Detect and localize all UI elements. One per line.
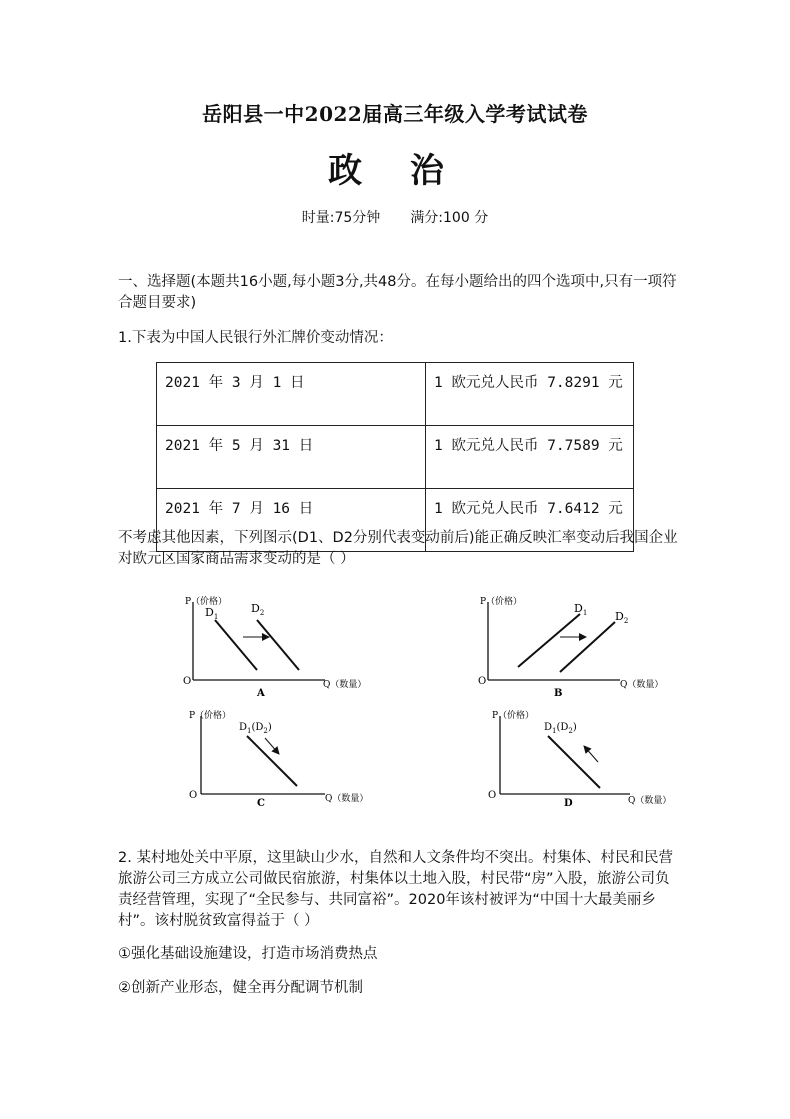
x-axis-label: Q（数量）: [325, 794, 369, 804]
q2-option-1: ①强化基础设施建设，打造市场消费热点: [118, 946, 378, 962]
graph-b: [470, 592, 685, 702]
q1-stem: 1.下表为中国人民银行外汇牌价变动情况：: [118, 330, 393, 346]
graph-d: [480, 706, 695, 816]
origin-label: O: [183, 676, 192, 687]
movement-arrow: [265, 738, 279, 754]
curve-label: $D_1(D_2)$: [239, 722, 272, 735]
demand-curve-d2: [257, 620, 299, 670]
demand-curve: [548, 736, 600, 788]
graph-a: [175, 592, 390, 702]
full-score: 满分:100 分: [410, 210, 489, 226]
exam-title: 岳阳县一中2022届高三年级入学考试试卷: [202, 102, 588, 126]
option-letter-b: B: [554, 688, 563, 699]
y-axis-label: P（价格）: [480, 597, 523, 607]
option-letter-a: A: [257, 688, 265, 699]
y-axis-label: P（价格）: [185, 597, 228, 607]
option-letter-c: C: [257, 798, 265, 809]
q1-question: 不考虑其他因素，下列图示(D1、D2分别代表变动前后)能正确反映汇率变动后我国企业对欧元区国家商品需求变动的是（ ）: [118, 530, 678, 567]
demand-curve-d1: [518, 614, 580, 667]
table-cell: 1 欧元兑人民币 7.7589 元: [426, 426, 634, 489]
table-cell: 1 欧元兑人民币 7.6412 元: [426, 489, 634, 552]
d1-label: $D_1$: [205, 606, 219, 621]
d2-label: $D_2$: [615, 610, 629, 625]
x-axis-label: Q（数量）: [628, 796, 672, 806]
subject-title: 政 治: [328, 151, 462, 191]
demand-curve-d2: [560, 622, 615, 672]
table-cell: 2021 年 3 月 1 日: [157, 363, 426, 426]
movement-arrow: [584, 746, 598, 762]
table-cell: 2021 年 7 月 16 日: [157, 489, 426, 552]
curve-label: $D_1(D_2)$: [544, 722, 577, 735]
y-axis-label: P（价格）: [189, 711, 232, 721]
origin-label: O: [488, 790, 497, 801]
q2-stem: 2. 某村地处关中平原，这里缺山少水，自然和人文条件均不突出。村集体、村民和民营旅游公司三方成立公司做民宿旅游，村集体以土地入股，村民带“房”入股，旅游公司负责经营管理，实现了“全民参与、共同富裕”。2020年该村被评为“中国十大最美丽乡村”。该村脱贫致富得益于（ ）: [118, 850, 673, 929]
table-cell: 2021 年 5 月 31 日: [157, 426, 426, 489]
d2-label: $D_2$: [251, 602, 265, 617]
origin-label: O: [478, 676, 487, 687]
exam-meta: [0, 207, 790, 227]
demand-curve-d1: [215, 620, 257, 670]
y-axis-label: P（价格）: [492, 711, 535, 721]
table-cell: 1 欧元兑人民币 7.8291 元: [426, 363, 634, 426]
demand-curve: [247, 736, 297, 786]
q2-option-2: ②创新产业形态，健全再分配调节机制: [118, 980, 363, 996]
table-row: [157, 426, 634, 489]
section-intro: 一、选择题(本题共16小题,每小题3分,共48分。在每小题给出的四个选项中,只有一项符合题目要求): [118, 274, 677, 311]
x-axis-label: Q（数量）: [620, 680, 664, 690]
option-letter-d: D: [564, 798, 573, 809]
graph-c: [175, 706, 390, 816]
x-axis-label: Q（数量）: [323, 680, 367, 690]
d1-label: $D_1$: [574, 602, 588, 617]
time-limit: 时量:75分钟: [301, 210, 381, 226]
origin-label: O: [189, 790, 198, 801]
table-row: [157, 363, 634, 426]
exchange-rate-table: [156, 362, 634, 552]
